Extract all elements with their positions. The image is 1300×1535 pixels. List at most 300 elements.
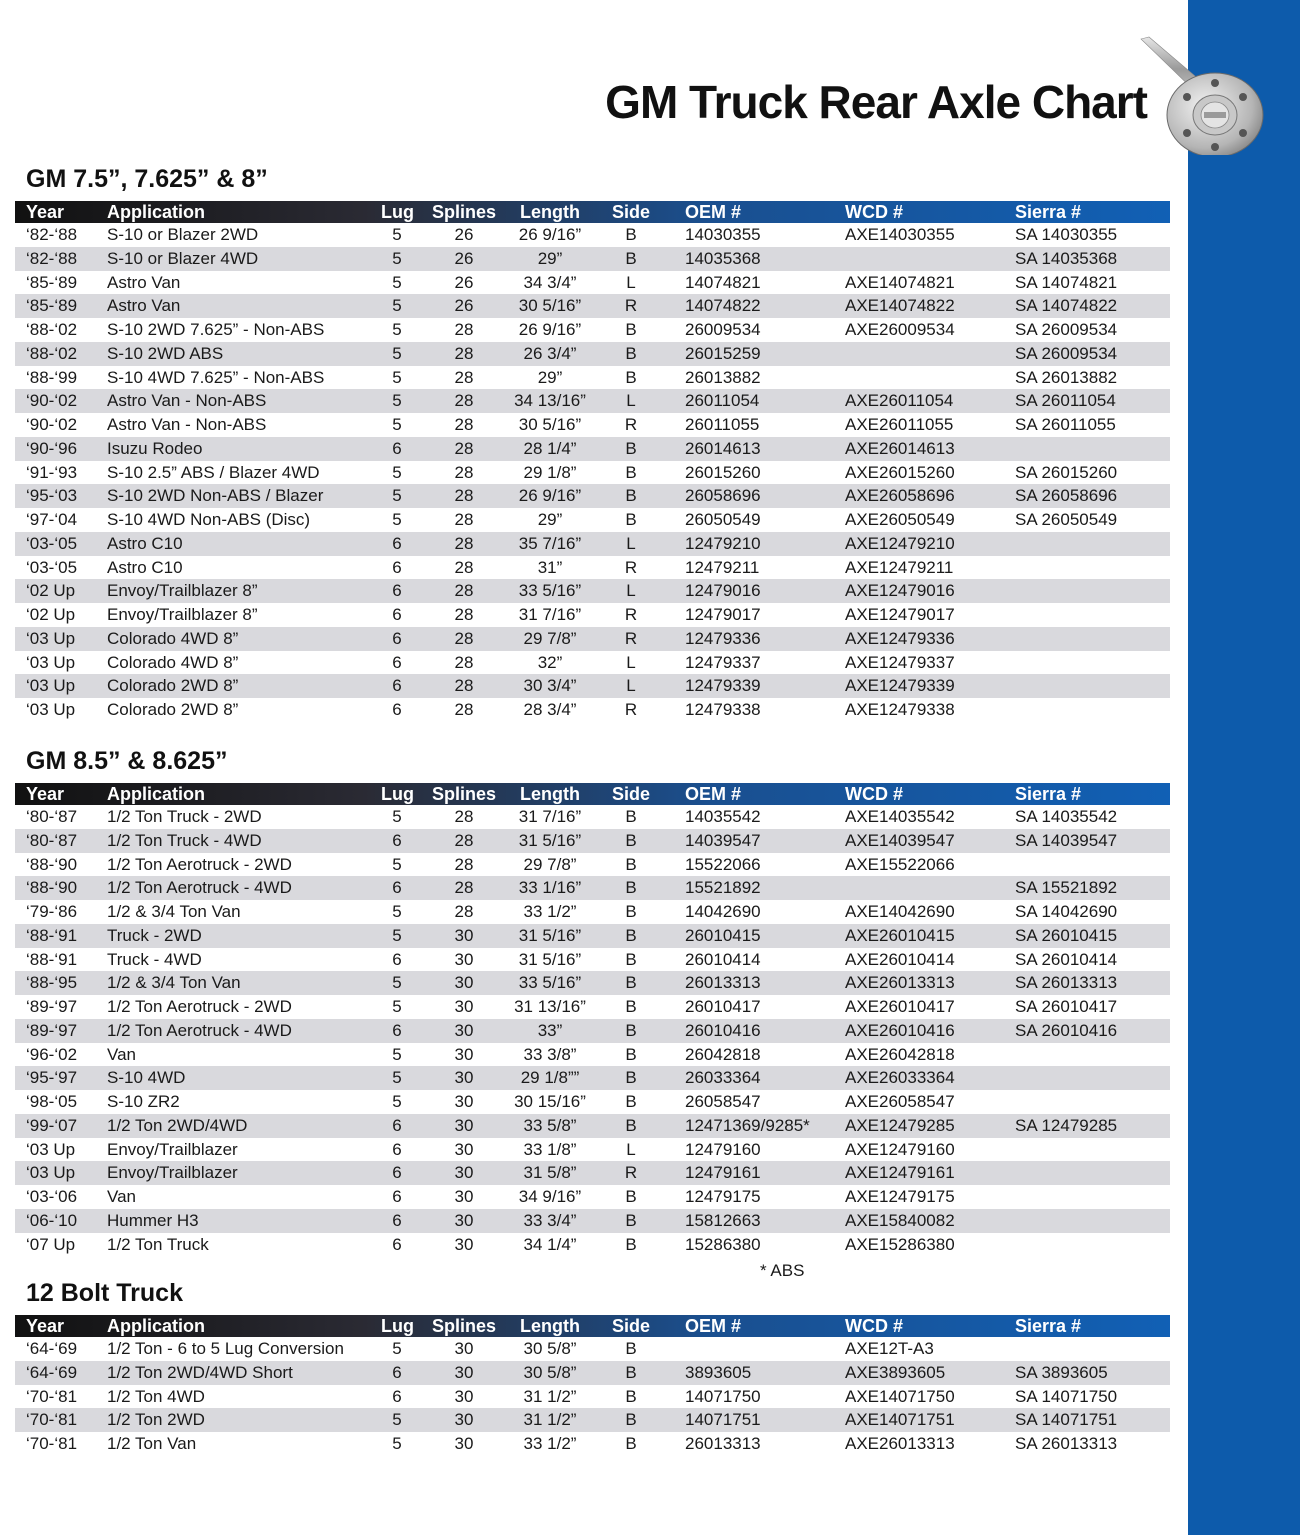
header-side: Side	[611, 202, 650, 222]
cell-side: L	[626, 1139, 636, 1159]
cell-wcd: AXE26050549	[845, 510, 955, 529]
table-header	[15, 1315, 1170, 1337]
cell-oem: 26042818	[685, 1044, 761, 1064]
cell-oem: 26014613	[685, 438, 761, 458]
cell-lug: 5	[392, 248, 402, 268]
cell-application: 1/2 Ton Aerotruck - 4WD	[107, 1020, 292, 1040]
cell-oem: 12479016	[685, 581, 761, 601]
cell-lug: 6	[392, 581, 402, 601]
cell-lug: 5	[392, 225, 402, 244]
cell-application: S-10 2WD Non-ABS / Blazer	[107, 486, 324, 506]
cell-oem: 15286380	[685, 1234, 761, 1254]
cell-application: Astro Van - Non-ABS	[107, 391, 267, 411]
cell-application: Astro Van	[107, 296, 181, 316]
cell-application: 1/2 & 3/4 Ton Van	[107, 902, 241, 921]
cell-year: ‘03 Up	[26, 1163, 76, 1183]
cell-oem: 12479338	[685, 700, 761, 719]
cell-wcd: AXE12T-A3	[845, 1339, 934, 1358]
cell-wcd: AXE26013313	[845, 973, 955, 993]
cell-side: R	[624, 700, 638, 719]
cell-year: ‘90-‘02	[26, 415, 78, 434]
cell-year: ‘91-‘93	[26, 462, 78, 482]
cell-year: ‘99-‘07	[26, 1115, 78, 1135]
table-row	[15, 1209, 1170, 1233]
cell-splines: 28	[454, 486, 474, 506]
cell-year: ‘89-‘97	[26, 1020, 78, 1040]
cell-sierra: SA 14035542	[1015, 807, 1118, 826]
cell-lug: 5	[392, 807, 402, 826]
cell-wcd: AXE26015260	[845, 462, 955, 482]
cell-length: 34 1/4”	[523, 1234, 577, 1254]
cell-oem: 14030355	[685, 225, 761, 244]
cell-sierra: SA 26011055	[1015, 415, 1116, 434]
table-row	[15, 1185, 1170, 1209]
table-row	[15, 579, 1170, 603]
cell-splines: 28	[454, 878, 474, 898]
cell-year: ‘98-‘05	[26, 1092, 78, 1111]
cell-lug: 6	[392, 1020, 402, 1040]
cell-length: 34 13/16”	[514, 391, 586, 411]
cell-oem: 12479160	[685, 1139, 761, 1159]
cell-wcd: AXE12479339	[845, 676, 955, 696]
cell-side: B	[625, 830, 637, 850]
cell-sierra: SA 14039547	[1015, 830, 1118, 850]
cell-length: 26 9/16”	[518, 486, 582, 506]
cell-wcd: AXE14074822	[845, 296, 955, 316]
cell-length: 30 3/4”	[523, 676, 577, 696]
table-row	[15, 805, 1170, 829]
cell-splines: 26	[454, 225, 474, 244]
cell-sierra: SA 14042690	[1015, 902, 1118, 921]
cell-application: S-10 2WD 7.625” - Non-ABS	[107, 320, 325, 339]
table-row	[15, 1432, 1170, 1456]
cell-sierra: SA 12479285	[1015, 1115, 1118, 1135]
cell-length: 30 5/8”	[523, 1362, 577, 1382]
cell-length: 32”	[537, 652, 563, 672]
cell-year: ‘03-‘05	[26, 533, 78, 553]
cell-year: ‘88-‘02	[26, 343, 78, 363]
cell-application: S-10 2.5” ABS / Blazer 4WD	[107, 462, 320, 482]
cell-splines: 30	[454, 1020, 474, 1040]
cell-oem: 12479336	[685, 628, 761, 648]
table-row	[15, 627, 1170, 651]
cell-oem: 14071750	[685, 1386, 761, 1406]
table-row	[15, 437, 1170, 461]
cell-oem: 12479337	[685, 652, 761, 672]
cell-splines: 28	[454, 510, 474, 529]
axle-shaft-icon	[1135, 35, 1285, 155]
cell-side: B	[625, 343, 637, 363]
cell-wcd: AXE14030355	[845, 225, 955, 244]
cell-side: B	[625, 854, 637, 874]
cell-lug: 6	[392, 1210, 402, 1230]
cell-splines: 28	[454, 830, 474, 850]
cell-length: 34 9/16”	[518, 1187, 582, 1206]
cell-splines: 26	[454, 296, 474, 316]
cell-oem: 15812663	[685, 1210, 761, 1230]
table-body	[15, 223, 1170, 722]
cell-lug: 5	[392, 1339, 402, 1358]
cell-application: Van	[107, 1044, 136, 1064]
cell-sierra: SA 14074821	[1015, 272, 1118, 292]
cell-side: B	[625, 1362, 637, 1382]
table-row	[15, 1019, 1170, 1043]
cell-lug: 6	[392, 1362, 402, 1382]
table-row	[15, 924, 1170, 948]
cell-application: S-10 4WD 7.625” - Non-ABS	[107, 367, 325, 387]
table-row	[15, 556, 1170, 580]
cell-wcd: AXE12479161	[845, 1163, 955, 1183]
cell-side: B	[625, 1092, 637, 1111]
table-row	[15, 294, 1170, 318]
cell-lug: 5	[392, 973, 402, 993]
cell-splines: 30	[454, 925, 474, 945]
cell-splines: 30	[454, 1339, 474, 1358]
table-gm85	[15, 783, 1170, 1256]
table-row	[15, 1138, 1170, 1162]
cell-year: ‘95-‘03	[26, 486, 78, 506]
cell-application: Isuzu Rodeo	[107, 438, 203, 458]
cell-oem: 14042690	[685, 902, 761, 921]
cell-year: ‘03 Up	[26, 628, 76, 648]
cell-lug: 5	[392, 320, 402, 339]
cell-length: 29”	[537, 248, 563, 268]
cell-lug: 6	[392, 533, 402, 553]
cell-length: 31 5/16”	[518, 949, 582, 969]
cell-sierra: SA 14035368	[1015, 248, 1118, 268]
cell-length: 33 5/16”	[518, 581, 582, 601]
abs-footnote: * ABS	[760, 1261, 805, 1280]
cell-length: 26 3/4”	[523, 343, 577, 363]
cell-application: 1/2 Ton Aerotruck - 2WD	[107, 997, 292, 1016]
cell-splines: 30	[454, 1234, 474, 1254]
table-row	[15, 1361, 1170, 1385]
cell-length: 30 15/16”	[514, 1092, 586, 1111]
cell-lug: 5	[392, 1410, 402, 1430]
cell-splines: 30	[454, 949, 474, 969]
header-wcd: WCD #	[845, 202, 903, 222]
header-splines: Splines	[431, 784, 497, 804]
cell-sierra: SA 26010414	[1015, 949, 1118, 969]
cell-length: 31 5/16”	[518, 830, 582, 850]
header-lug: Lug	[381, 202, 414, 222]
cell-side: L	[626, 272, 636, 292]
cell-length: 29 1/8””	[520, 1068, 580, 1088]
cell-side: B	[625, 973, 637, 993]
cell-sierra: SA 26013313	[1015, 1434, 1118, 1453]
cell-side: L	[626, 533, 636, 553]
cell-application: S-10 or Blazer 2WD	[107, 225, 259, 244]
cell-oem: 14071751	[685, 1410, 761, 1430]
cell-oem: 12479175	[685, 1187, 761, 1206]
cell-lug: 6	[392, 1234, 402, 1254]
cell-lug: 5	[392, 367, 402, 387]
table-row	[15, 532, 1170, 556]
table-header	[15, 783, 1170, 805]
cell-oem: 12479017	[685, 605, 761, 624]
cell-oem: 26013313	[685, 973, 761, 993]
cell-application: Colorado 2WD 8”	[107, 676, 239, 696]
cell-year: ‘64-‘69	[26, 1362, 78, 1382]
cell-lug: 6	[392, 438, 402, 458]
cell-wcd: AXE14071751	[845, 1410, 955, 1430]
table-row	[15, 413, 1170, 437]
table-row	[15, 461, 1170, 485]
cell-oem: 26010416	[685, 1020, 761, 1040]
cell-splines: 26	[454, 248, 474, 268]
cell-side: B	[625, 949, 637, 969]
cell-splines: 28	[454, 676, 474, 696]
cell-wcd: AXE26011054	[845, 391, 954, 411]
cell-splines: 28	[454, 700, 474, 719]
cell-splines: 28	[454, 343, 474, 363]
cell-side: B	[625, 925, 637, 945]
cell-oem: 14074822	[685, 296, 761, 316]
cell-side: B	[625, 1187, 637, 1206]
cell-splines: 28	[454, 652, 474, 672]
header-year: Year	[26, 202, 65, 222]
cell-lug: 5	[392, 1434, 402, 1453]
cell-year: ‘88-‘90	[26, 878, 78, 898]
table-row	[15, 971, 1170, 995]
cell-wcd: AXE14039547	[845, 830, 955, 850]
cell-year: ‘03 Up	[26, 700, 76, 719]
cell-splines: 28	[454, 462, 474, 482]
cell-application: Truck - 4WD	[107, 949, 202, 969]
cell-sierra: SA 14030355	[1015, 225, 1118, 244]
cell-year: ‘03 Up	[26, 676, 76, 696]
cell-oem: 26015259	[685, 343, 761, 363]
cell-application: 1/2 Ton Truck - 4WD	[107, 830, 262, 850]
cell-year: ‘64-‘69	[26, 1339, 78, 1358]
cell-side: L	[626, 581, 636, 601]
cell-side: R	[624, 557, 638, 577]
cell-length: 31”	[537, 557, 563, 577]
cell-length: 30 5/16”	[518, 296, 582, 316]
table-row	[15, 1385, 1170, 1409]
cell-year: ‘82-‘88	[26, 225, 78, 244]
cell-splines: 30	[454, 1092, 474, 1111]
cell-year: ‘90-‘96	[26, 438, 78, 458]
cell-oem: 12479210	[685, 533, 761, 553]
cell-oem: 12479211	[685, 557, 760, 577]
cell-splines: 30	[454, 1210, 474, 1230]
cell-lug: 5	[392, 1044, 402, 1064]
cell-wcd: AXE12479336	[845, 628, 955, 648]
cell-application: Envoy/Trailblazer	[107, 1163, 238, 1183]
cell-application: Envoy/Trailblazer	[107, 1139, 238, 1159]
table-body	[15, 805, 1170, 1256]
header-splines: Splines	[431, 1316, 497, 1336]
header-length: Length	[520, 784, 580, 804]
cell-side: B	[625, 248, 637, 268]
table-row	[15, 853, 1170, 877]
table-row	[15, 900, 1170, 924]
cell-splines: 28	[454, 854, 474, 874]
cell-year: ‘88-‘02	[26, 320, 78, 339]
cell-splines: 30	[454, 1434, 474, 1453]
cell-splines: 28	[454, 533, 474, 553]
cell-application: Envoy/Trailblazer 8”	[107, 581, 258, 601]
cell-splines: 30	[454, 1362, 474, 1382]
header-sierra: Sierra #	[1015, 1316, 1082, 1336]
table-row	[15, 318, 1170, 342]
table-row	[15, 1114, 1170, 1138]
cell-sierra: SA 26011054	[1015, 391, 1116, 411]
cell-side: B	[625, 1068, 637, 1088]
cell-lug: 5	[392, 925, 402, 945]
cell-splines: 28	[454, 391, 474, 411]
cell-length: 31 5/16”	[518, 925, 582, 945]
section-title-gm85: GM 8.5” & 8.625”	[26, 747, 228, 775]
cell-wcd: AXE26042818	[845, 1044, 955, 1064]
cell-side: B	[625, 1386, 637, 1406]
cell-side: B	[625, 462, 637, 482]
cell-side: B	[625, 1234, 637, 1254]
cell-application: 1/2 Ton - 6 to 5 Lug Conversion	[107, 1339, 344, 1358]
cell-year: ‘85-‘89	[26, 296, 78, 316]
cell-sierra: SA 15521892	[1015, 878, 1118, 898]
cell-length: 30 5/8”	[523, 1339, 577, 1358]
table-row	[15, 698, 1170, 722]
cell-lug: 6	[392, 628, 402, 648]
header-side: Side	[611, 784, 650, 804]
cell-year: ‘96-‘02	[26, 1044, 78, 1064]
cell-side: B	[625, 510, 637, 529]
cell-wcd: AXE3893605	[845, 1362, 946, 1382]
cell-length: 26 9/16”	[518, 225, 582, 244]
cell-application: Van	[107, 1187, 136, 1206]
cell-oem: 3893605	[685, 1362, 752, 1382]
cell-length: 28 1/4”	[523, 438, 577, 458]
cell-wcd: AXE12479338	[845, 700, 955, 719]
cell-application: Envoy/Trailblazer 8”	[107, 605, 258, 624]
cell-splines: 28	[454, 415, 474, 434]
table-row	[15, 1337, 1170, 1361]
cell-splines: 28	[454, 605, 474, 624]
cell-oem: 26013313	[685, 1434, 761, 1453]
cell-sierra: SA 26010415	[1015, 925, 1118, 945]
header-lug: Lug	[381, 1316, 414, 1336]
table-row	[15, 876, 1170, 900]
cell-length: 29”	[537, 510, 563, 529]
cell-application: 1/2 Ton Truck	[107, 1234, 209, 1254]
cell-length: 29”	[537, 367, 563, 387]
cell-wcd: AXE26010416	[845, 1020, 955, 1040]
section-title-gm75: GM 7.5”, 7.625” & 8”	[26, 165, 268, 193]
cell-application: Colorado 2WD 8”	[107, 700, 239, 719]
cell-wcd: AXE26033364	[845, 1068, 955, 1088]
cell-application: S-10 4WD Non-ABS (Disc)	[107, 510, 311, 529]
cell-year: ‘02 Up	[26, 605, 76, 624]
section-title-12bolt: 12 Bolt Truck	[26, 1279, 183, 1307]
cell-wcd: AXE12479285	[845, 1115, 955, 1135]
cell-sierra: SA 26013882	[1015, 367, 1118, 387]
cell-side: R	[624, 415, 638, 434]
cell-side: B	[625, 486, 637, 506]
cell-oem: 14074821	[685, 272, 761, 292]
table-row	[15, 484, 1170, 508]
cell-lug: 5	[392, 997, 402, 1016]
cell-wcd: AXE12479175	[845, 1187, 955, 1206]
cell-year: ‘88-‘95	[26, 973, 78, 993]
cell-lug: 6	[392, 557, 402, 577]
cell-length: 33”	[537, 1020, 563, 1040]
cell-splines: 30	[454, 1187, 474, 1206]
cell-splines: 28	[454, 807, 474, 826]
cell-sierra: SA 26013313	[1015, 973, 1118, 993]
cell-side: B	[625, 320, 637, 339]
cell-lug: 6	[392, 605, 402, 624]
cell-side: R	[624, 605, 638, 624]
cell-oem: 26013882	[685, 367, 761, 387]
cell-application: S-10 4WD	[107, 1068, 186, 1088]
table-row	[15, 223, 1170, 247]
cell-application: 1/2 Ton 2WD	[107, 1410, 205, 1430]
cell-length: 29 7/8”	[523, 628, 577, 648]
cell-side: R	[624, 1163, 638, 1183]
cell-lug: 5	[392, 854, 402, 874]
cell-wcd: AXE26058547	[845, 1092, 955, 1111]
cell-year: ‘03 Up	[26, 1139, 76, 1159]
cell-side: B	[625, 367, 637, 387]
cell-length: 31 1/2”	[523, 1410, 577, 1430]
cell-side: B	[625, 902, 637, 921]
cell-side: B	[625, 1339, 637, 1358]
cell-oem: 26033364	[685, 1068, 761, 1088]
cell-lug: 6	[392, 1386, 402, 1406]
cell-year: ‘89-‘97	[26, 997, 78, 1016]
cell-oem: 26009534	[685, 320, 761, 339]
cell-application: Astro Van	[107, 272, 181, 292]
table-row	[15, 1233, 1170, 1257]
cell-sierra: SA 26009534	[1015, 320, 1118, 339]
cell-sierra: SA 14071751	[1015, 1410, 1118, 1430]
header-application: Application	[107, 1316, 205, 1336]
cell-sierra: SA 26058696	[1015, 486, 1118, 506]
cell-splines: 30	[454, 997, 474, 1016]
cell-application: 1/2 Ton Aerotruck - 2WD	[107, 854, 292, 874]
cell-length: 33 1/2”	[523, 902, 577, 921]
cell-oem: 15522066	[685, 854, 761, 874]
table-gm75	[15, 201, 1170, 722]
cell-side: R	[624, 296, 638, 316]
cell-lug: 5	[392, 510, 402, 529]
cell-application: 1/2 Ton Truck - 2WD	[107, 807, 262, 826]
cell-length: 29 7/8”	[523, 854, 577, 874]
cell-side: B	[625, 1044, 637, 1064]
table-row	[15, 389, 1170, 413]
cell-wcd: AXE15522066	[845, 854, 955, 874]
cell-application: Colorado 4WD 8”	[107, 652, 239, 672]
cell-year: ‘88-‘90	[26, 854, 78, 874]
cell-lug: 6	[392, 700, 402, 719]
table-row	[15, 1408, 1170, 1432]
cell-splines: 30	[454, 973, 474, 993]
cell-wcd: AXE26009534	[845, 320, 955, 339]
table-row	[15, 508, 1170, 532]
cell-length: 33 5/16”	[518, 973, 582, 993]
cell-side: B	[625, 225, 637, 244]
table-header	[15, 201, 1170, 223]
cell-lug: 5	[392, 486, 402, 506]
cell-wcd: AXE12479337	[845, 652, 955, 672]
cell-splines: 28	[454, 581, 474, 601]
header-oem: OEM #	[685, 1316, 742, 1336]
cell-side: L	[626, 391, 636, 411]
cell-wcd: AXE14042690	[845, 902, 955, 921]
cell-wcd: AXE26014613	[845, 438, 955, 458]
